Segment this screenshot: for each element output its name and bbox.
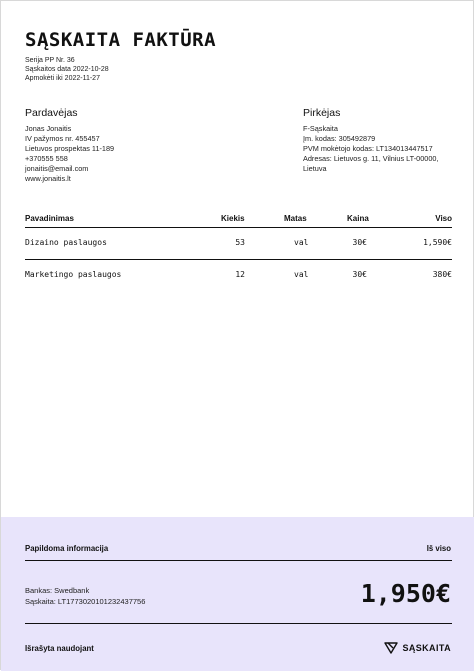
invoice-series: Serija PP Nr. 36 [25,57,75,64]
row-total: 380€ [432,270,452,279]
brand-logo [384,641,451,655]
brand-name: SĄSKAITA [402,643,451,653]
total-label: Iš viso [426,544,451,553]
invoice-footer [1,517,474,671]
document-title: SĄSKAITA FAKTŪRA [25,29,217,51]
seller-name: Jonas Jonaitis [25,124,72,133]
header-name: Pavadinimas [25,214,74,223]
seller-details [25,124,114,184]
footer-divider [25,560,452,561]
seller-email: jonaitis@email.com [25,164,89,173]
header-total: Viso [435,214,452,223]
header-unit: Matas [284,214,307,223]
bank-details [25,585,145,607]
invoice-meta [25,56,109,83]
seller-heading: Pardavėjas [25,107,78,119]
bank-name: Bankas: Swedbank [25,586,90,595]
header-price: Kaina [347,214,369,223]
seller-certificate: IV pažymos nr. 455457 [25,134,100,143]
buyer-vat-code: PVM mokėtojo kodas: LT134013447517 [303,144,433,153]
grand-total: 1,950€ [360,579,451,608]
footer-divider [25,623,452,624]
additional-info-label: Papildoma informacija [25,544,109,553]
row-total: 1,590€ [423,238,452,247]
buyer-heading: Pirkėjas [303,107,341,119]
seller-address: Lietuvos prospektas 11-189 [25,144,115,153]
row-price: 30€ [352,270,367,279]
bank-account: Sąskaita: LT177302010123243775​6 [25,597,146,606]
brand-shield-icon [384,641,398,655]
invoice-due-date: Apmokėti iki 2022-11-27 [25,75,100,82]
table-header-divider [25,227,452,228]
buyer-address: Adresas: Lietuvos g. 11, Vilnius LT-00000, Lietuva [303,154,439,173]
seller-website: www.jonaitis.lt [25,174,71,183]
row-qty: 12 [235,270,245,279]
row-divider [25,259,452,260]
invoice-date: Sąskaitos data 2022-10-28 [25,66,109,73]
row-unit: val [294,238,309,247]
header-qty: Kiekis [221,214,245,223]
table-row [25,238,452,254]
buyer-details [303,124,463,174]
issued-with-label: Išrašyta naudojant [25,644,94,653]
buyer-name: F-Sąskaita [303,124,338,133]
table-header [25,211,452,227]
row-qty: 53 [235,238,245,247]
buyer-company-code: Įm. kodas: 305492879 [303,134,376,143]
seller-phone: +370555 558 [25,154,68,163]
row-price: 30€ [352,238,367,247]
table-row [25,270,452,286]
row-name: Dizaino paslaugos [25,238,107,247]
row-name: Marketingo paslaugos [25,270,122,279]
row-unit: val [294,270,309,279]
